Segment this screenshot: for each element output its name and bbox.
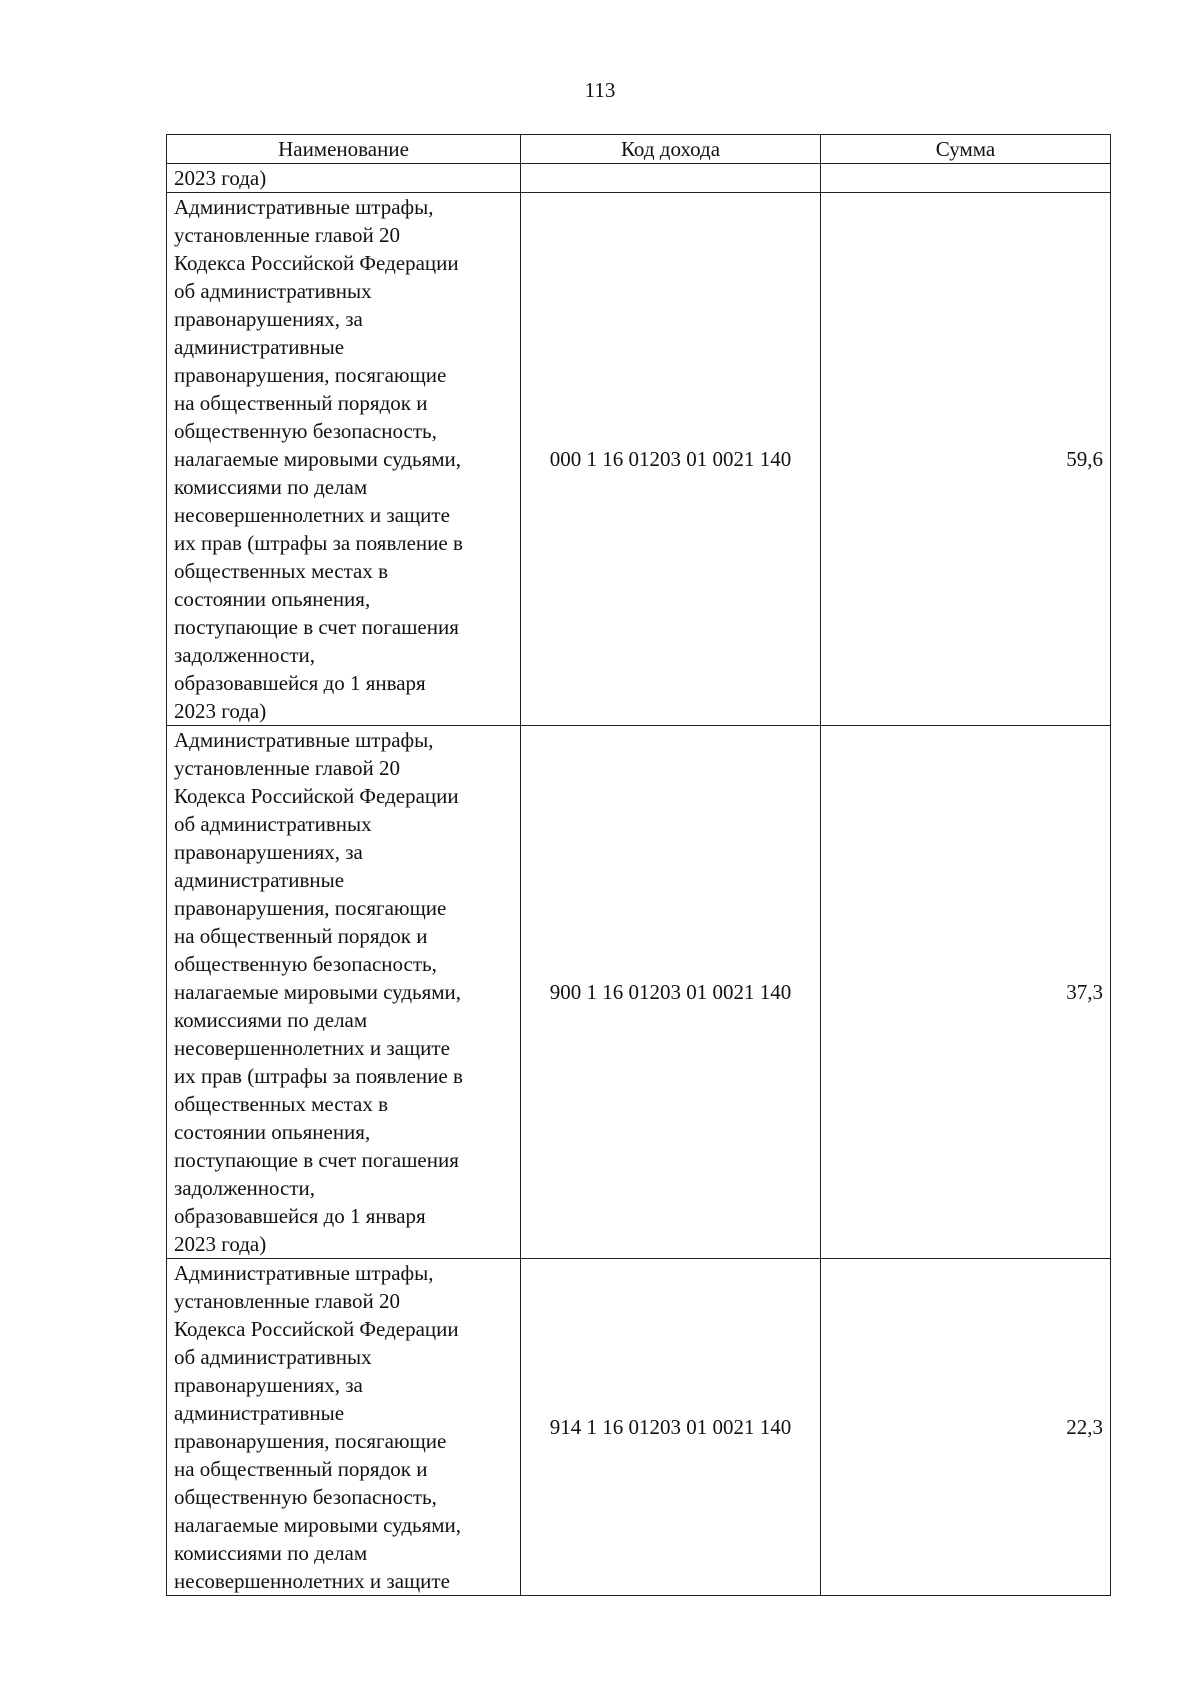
table-row xyxy=(167,726,1111,1259)
cell-name: 2023 года) xyxy=(167,164,521,193)
cell-code xyxy=(521,164,821,193)
cell-name: Административные штрафы, установленные главой 20 Кодекса Российской Федерации об административных правонарушениях, за административные правонарушения, посягающие на общественный порядок и общественную безопасность, налагаемые мировыми судьями, комиссиями по делам несовершеннолетних и защите их прав (штрафы за появление в общественных местах в состоянии опьянения, поступающие в счет погашения задолженности, образовавшейся до 1 января 2023 года) xyxy=(167,726,521,1259)
cell-name: Административные штрафы, установленные главой 20 Кодекса Российской Федерации об административных правонарушениях, за административные правонарушения, посягающие на общественный порядок и общественную безопасность, налагаемые мировыми судьями, комиссиями по делам несовершеннолетних и защите xyxy=(167,1259,521,1596)
header-name: Наименование xyxy=(167,135,521,164)
revenue-table xyxy=(166,134,1111,1596)
cell-sum: 59,6 xyxy=(821,193,1111,726)
cell-sum xyxy=(821,164,1111,193)
cell-code: 914 1 16 01203 01 0021 140 xyxy=(521,1259,821,1596)
cell-sum: 37,3 xyxy=(821,726,1111,1259)
table-header-row xyxy=(167,135,1111,164)
cell-code: 900 1 16 01203 01 0021 140 xyxy=(521,726,821,1259)
cell-name: Административные штрафы, установленные главой 20 Кодекса Российской Федерации об административных правонарушениях, за административные правонарушения, посягающие на общественный порядок и общественную безопасность, налагаемые мировыми судьями, комиссиями по делам несовершеннолетних и защите их прав (штрафы за появление в общественных местах в состоянии опьянения, поступающие в счет погашения задолженности, образовавшейся до 1 января 2023 года) xyxy=(167,193,521,726)
header-sum: Сумма xyxy=(821,135,1111,164)
header-code: Код дохода xyxy=(521,135,821,164)
page-number: 113 xyxy=(584,78,616,102)
table-row xyxy=(167,1259,1111,1596)
cell-sum: 22,3 xyxy=(821,1259,1111,1596)
cell-code: 000 1 16 01203 01 0021 140 xyxy=(521,193,821,726)
table-row-continuation xyxy=(167,164,1111,193)
table-row xyxy=(167,193,1111,726)
